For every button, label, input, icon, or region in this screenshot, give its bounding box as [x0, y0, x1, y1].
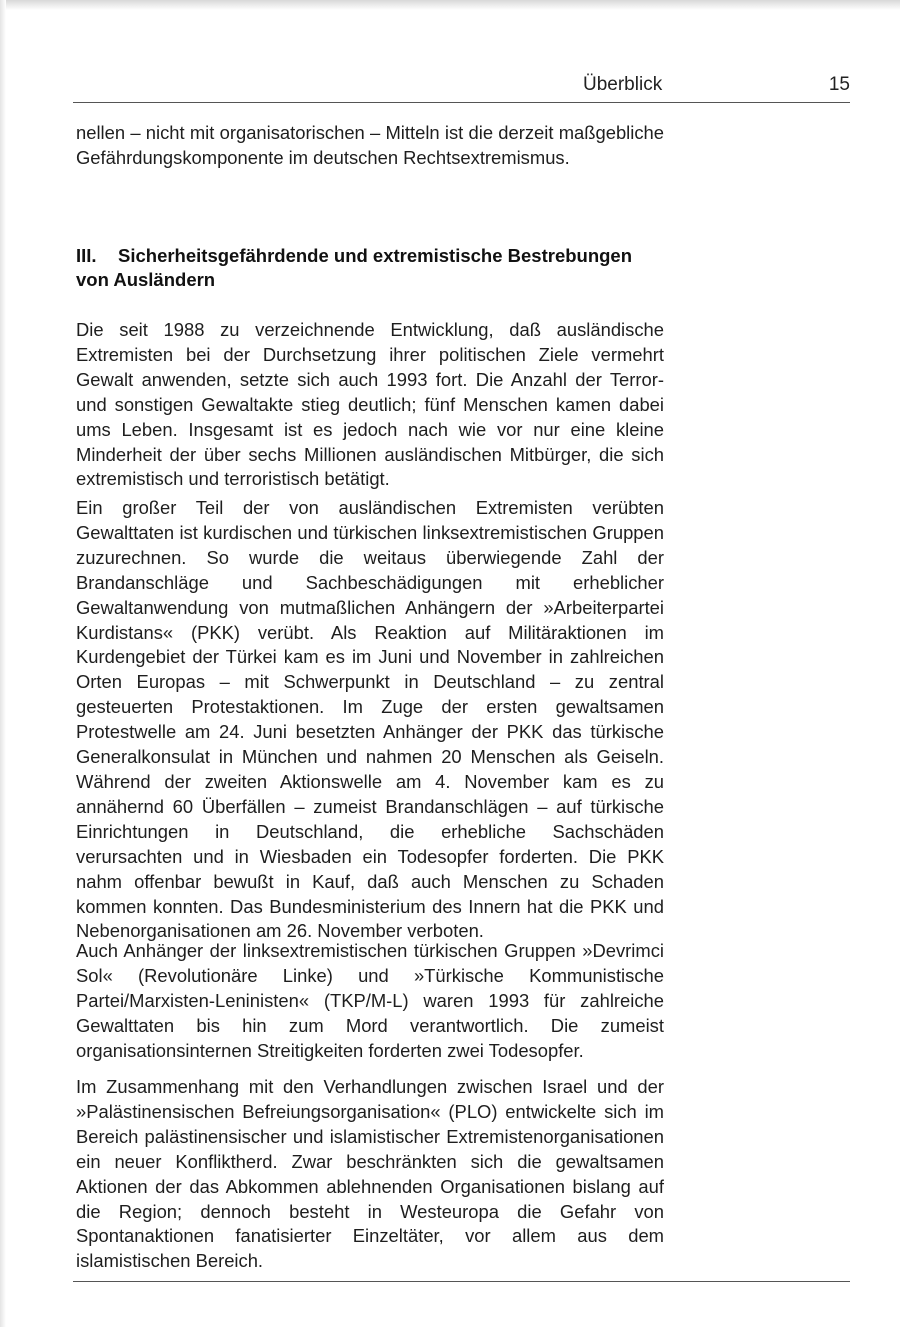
header-rule [73, 102, 850, 103]
scan-edge-left [0, 0, 6, 1327]
footer-rule [73, 1281, 850, 1282]
body-paragraph-1: Die seit 1988 zu verzeichnende Entwicklung, daß ausländische Extremisten bei der Durchsetzung ihrer politischen Ziele vermehrt Gewalt anwenden, setzte sich auch 1993 fort. Die Anzahl der Terror- und sonstigen Gewaltakte stieg deutlich; fünf Menschen kamen dabei ums Leben. Insgesamt ist es jedoch nach wie vor nur eine kleine Minderheit der über sechs Millionen ausländischen Mitbürger, die sich extremistisch und terroristisch betätigt. [76, 319, 664, 490]
body-paragraph-4: Im Zusammenhang mit den Verhandlungen zwischen Israel und der »Palästinensischen Befreiungsorganisation« (PLO) entwickelte sich im Bereich palästinensischer und islamistischer Extremistenorganisationen ein neuer Konfliktherd. Zwar beschränkten sich die gewaltsamen Aktionen der das Abkommen ablehnenden Organisationen bislang auf die Region; dennoch besteht in Westeuropa die Gefahr von Spontanaktionen fanatisierter Einzeltäter, vor allem aus dem islamistischen Bereich. [76, 1076, 664, 1272]
running-header-title: Überblick [583, 74, 663, 95]
scan-edge-top [0, 0, 900, 10]
section-heading [76, 244, 676, 292]
section-title-line2: von Ausländern [76, 269, 216, 290]
section-number: III. [76, 245, 97, 266]
intro-paragraph: nellen – nicht mit organisatorischen – Mitteln ist die derzeit maßgebliche Gefährdungskomponente im deutschen Rechtsextremismus. [76, 122, 664, 168]
body-paragraph-2: Ein großer Teil der von ausländischen Extremisten verübten Gewalttaten ist kurdischen und türkischen linksextremistischen Gruppen zuzurechnen. So wurde die weitaus überwiegende Zahl der Brandanschläge und Sachbeschädigungen mit erheblicher Gewaltanwendung von mutmaßlichen Anhängern der »Arbeiterpartei Kurdistans« (PKK) verübt. Als Reaktion auf Militäraktionen im Kurdengebiet der Türkei kam es im Juni und November in zahlreichen Orten Europas – mit Schwerpunkt in Deutschland – zu zentral gesteuerten Protestaktionen. Im Zuge der ersten gewaltsamen Protestwelle am 24. Juni besetzten Anhänger der PKK das türkische Generalkonsulat in München und nahmen 20 Menschen als Geiseln. Während der zweiten Aktionswelle am 4. November kam es zu annähernd 60 Überfällen – zumeist Brandanschlägen – auf türkische Einrichtungen in Deutschland, die erhebliche Sachschäden verursachten und in Wiesbaden ein Todesopfer forderten. Die PKK nahm offenbar bewußt in Kauf, daß auch Menschen zu Schaden kommen konnten. Das Bundesministerium des Innern hat die PKK und Nebenorganisationen am 26. November verboten. [76, 497, 664, 942]
page-number: 15 [828, 74, 850, 95]
running-header [73, 74, 850, 98]
body-paragraph-3: Auch Anhänger der linksextremistischen türkischen Gruppen »Devrimci Sol« (Revolutionäre Linke) und »Türkische Kommunistische Partei/Marxisten-Leninisten« (TKP/M-L) waren 1993 für zahlreiche Gewalttaten bis hin zum Mord verantwortlich. Die zumeist organisationsinternen Streitigkeiten forderten zwei Todesopfer. [76, 940, 664, 1061]
section-title-line1: Sicherheitsgefährdende und extremistische Bestrebungen [118, 245, 633, 266]
